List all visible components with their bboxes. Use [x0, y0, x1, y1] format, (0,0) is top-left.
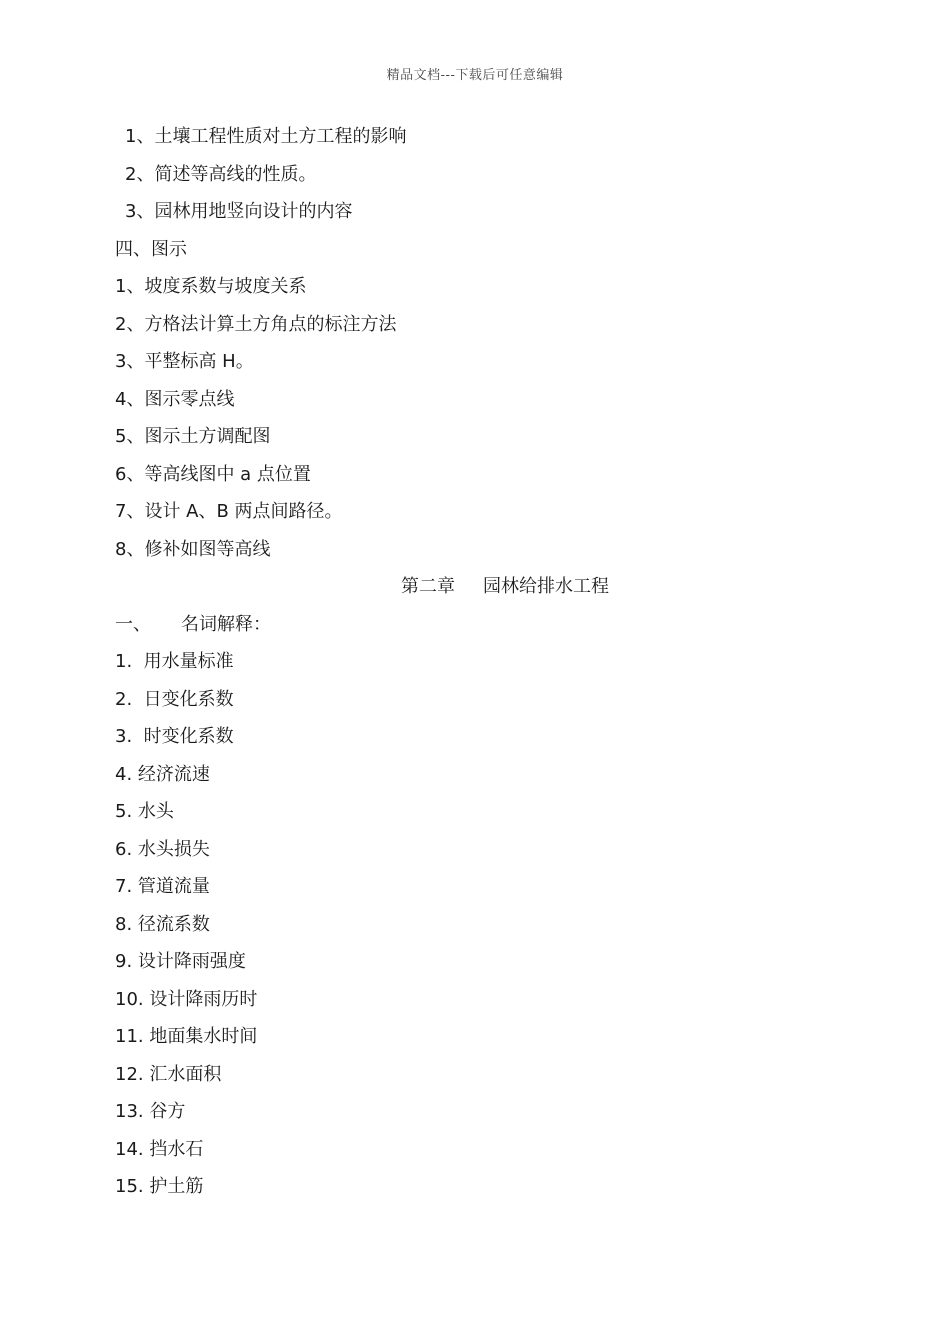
- chapter-title: [115, 568, 835, 606]
- section-heading-terms: [115, 606, 835, 644]
- list-item: 1、坡度系数与坡度关系: [115, 276, 307, 297]
- list-item: 14. 挡水石: [115, 1138, 204, 1160]
- chapter-name: 园林给排水工程: [483, 576, 609, 597]
- list-item: 6. 水头损失: [115, 838, 210, 860]
- question-item: 2、简述等高线的性质。: [125, 163, 317, 185]
- list-item: 4. 经济流速: [115, 763, 210, 785]
- list-item: 5、图示土方调配图: [115, 426, 271, 447]
- list-item: 15. 护土筋: [115, 1176, 204, 1197]
- list-item: 11. 地面集水时间: [115, 1026, 258, 1047]
- list-item: 2、方格法计算土方角点的标注方法: [115, 313, 397, 335]
- list-item: 13. 谷方: [115, 1101, 186, 1122]
- list-item: 2. 日变化系数: [115, 688, 234, 710]
- list-item: 8、修补如图等高线: [115, 538, 271, 560]
- list-item: 3、平整标高 H。: [115, 351, 254, 372]
- list-item: 10. 设计降雨历时: [115, 988, 258, 1010]
- page-header: 精品文档---下载后可任意编辑: [386, 68, 564, 83]
- list-item: 6、等高线图中 a 点位置: [115, 463, 311, 485]
- list-item: 8. 径流系数: [115, 913, 210, 935]
- section-number: 一、: [115, 613, 151, 635]
- list-item: 4、图示零点线: [115, 388, 235, 410]
- question-item: 1、土壤工程性质对土方工程的影响: [125, 126, 413, 147]
- document-body: [115, 118, 835, 1206]
- section-title: 名词解释：: [181, 613, 271, 635]
- list-item: 12. 汇水面积: [115, 1063, 222, 1085]
- section-heading-illustrations: 四、图示: [115, 238, 187, 260]
- list-item: 5. 水头: [115, 801, 174, 822]
- list-item: 1. 用水量标准: [115, 651, 234, 672]
- question-item: 3、园林用地竖向设计的内容: [125, 201, 353, 222]
- list-item: 7. 管道流量: [115, 876, 210, 897]
- list-item: 3. 时变化系数: [115, 726, 234, 747]
- list-item: 7、设计 A、B 两点间路径。: [115, 501, 343, 522]
- chapter-number: 第二章: [401, 576, 455, 597]
- list-item: 9. 设计降雨强度: [115, 951, 246, 972]
